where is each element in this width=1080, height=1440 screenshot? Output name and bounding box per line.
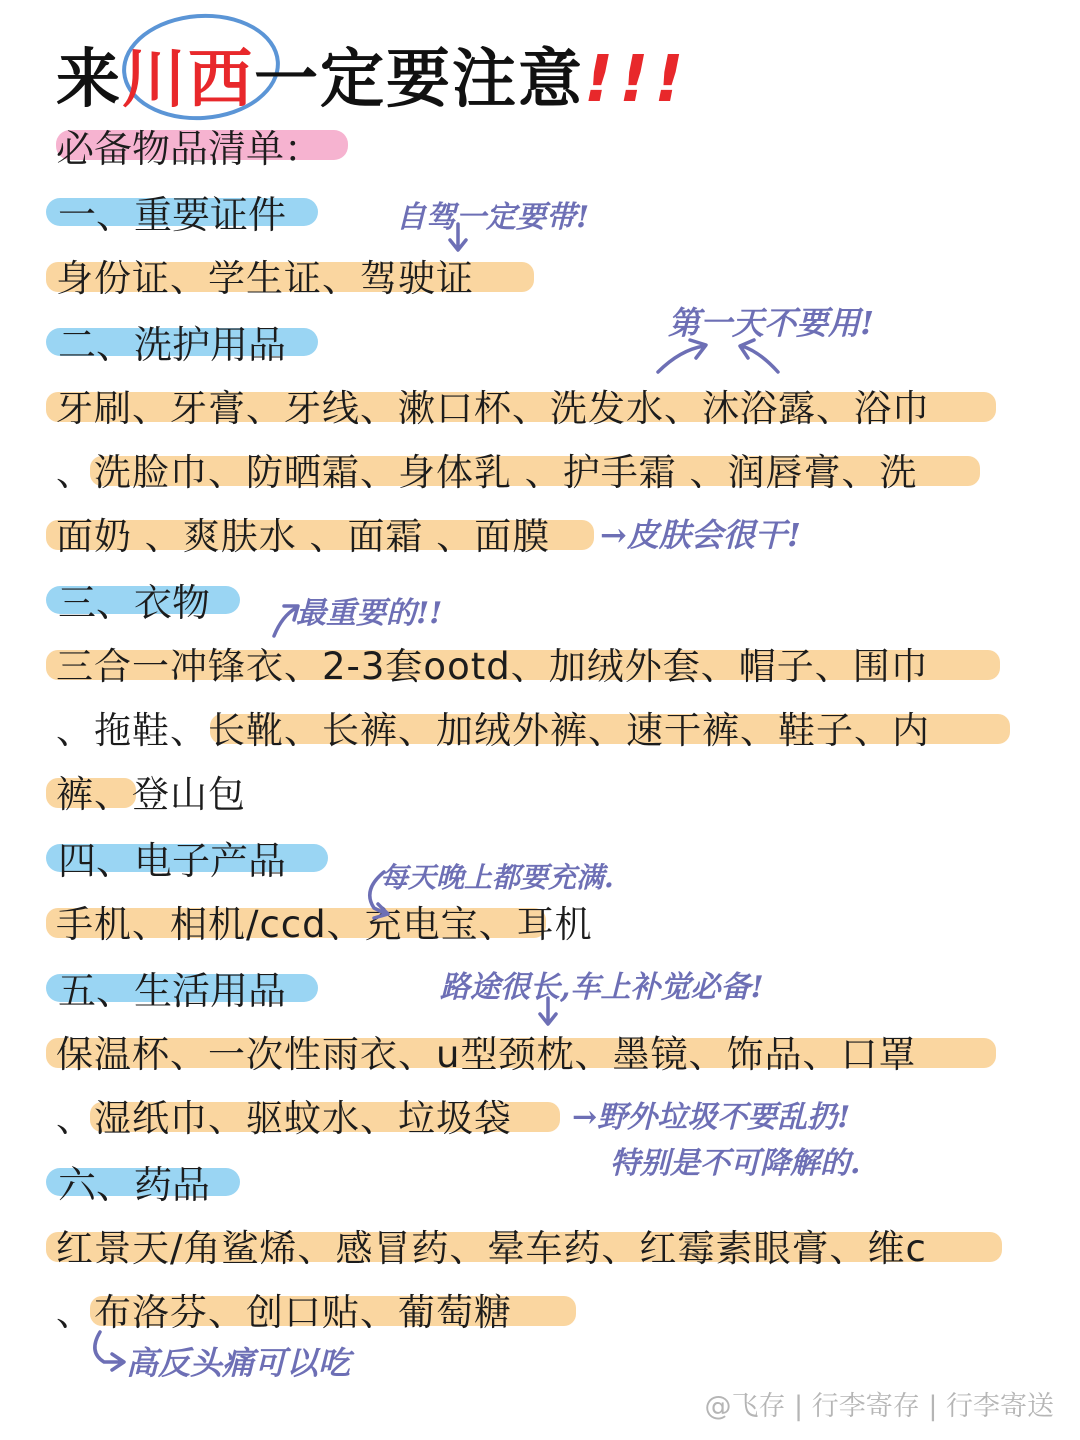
list-line: 保温杯、一次性雨衣、u型颈枕、墨镜、饰品、口罩 xyxy=(56,1033,917,1076)
list-line: 、湿纸巾、驱蚊水、垃圾袋 xyxy=(56,1097,512,1140)
arrow-up-right-icon xyxy=(658,340,706,372)
section-heading-medicine: 六、药品 xyxy=(58,1163,211,1207)
subtitle: 必备物品清单： xyxy=(56,127,323,171)
note-long-road: 路途很长,车上补觉必备! xyxy=(440,970,764,1005)
arrow-down-icon xyxy=(450,224,466,250)
list-line: 、拖鞋、长靴、长裤、加绒外裤、速干裤、鞋子、内 xyxy=(56,709,930,752)
arrow-down-icon xyxy=(540,998,556,1024)
section-heading-electronics: 四、电子产品 xyxy=(58,839,287,883)
note-non-degradable: 特别是不可降解的. xyxy=(610,1146,861,1181)
arrow-up-left-icon xyxy=(740,340,778,372)
list-line: 裤、登山包 xyxy=(56,773,246,816)
note-most-important: 最重要的!! xyxy=(296,596,443,631)
note-altitude-headache: 高反头痛可以吃 xyxy=(126,1344,351,1382)
list-line: 牙刷、牙膏、牙线、漱口杯、洗发水、沐浴露、浴巾 xyxy=(56,387,930,430)
arrow-curve-right-icon xyxy=(370,872,388,918)
watermark: @飞存 | 行李寄存 | 行李寄送 xyxy=(704,1391,1054,1422)
section-heading-toiletries: 二、洗护用品 xyxy=(58,323,287,367)
section-heading-documents: 一、重要证件 xyxy=(58,193,287,237)
note-charge-nightly: 每天晚上都要充满. xyxy=(380,861,614,894)
note-dry-skin: →皮肤会很干! xyxy=(600,516,801,554)
title-part2: 一定要注意 xyxy=(254,43,584,117)
arrow-up-right-icon xyxy=(274,606,298,636)
section-heading-daily-items: 五、生活用品 xyxy=(58,969,287,1013)
note-no-littering: →野外垃圾不要乱扔! xyxy=(572,1100,851,1135)
list-line: 手机、相机/ccd、充电宝、耳机 xyxy=(56,903,593,946)
title-exclamation: !!! xyxy=(584,43,690,117)
title-part1: 来 xyxy=(56,43,122,117)
note-first-day: 第一天不要用! xyxy=(668,304,875,342)
note-self-drive: 自驾一定要带! xyxy=(396,200,590,235)
list-line: 三合一冲锋衣、2-3套ootd、加绒外套、帽子、围巾 xyxy=(56,645,929,688)
list-line: 、布洛芬、创口贴、葡萄糖 xyxy=(56,1291,512,1334)
list-line: 身份证、学生证、驾驶证 xyxy=(56,257,474,300)
list-line: 、洗脸巾、防晒霜、身体乳 、护手霜 、润唇膏、洗 xyxy=(56,451,918,494)
arrow-curve-right-icon xyxy=(95,1332,124,1370)
list-line: 红景天/角鲨烯、感冒药、晕车药、红霉素眼膏、维c xyxy=(56,1227,927,1270)
list-line: 面奶 、爽肤水 、面霜 、面膜 xyxy=(56,515,551,558)
title-highlight: 川西 xyxy=(122,43,254,117)
section-heading-clothing: 三、衣物 xyxy=(58,581,211,625)
